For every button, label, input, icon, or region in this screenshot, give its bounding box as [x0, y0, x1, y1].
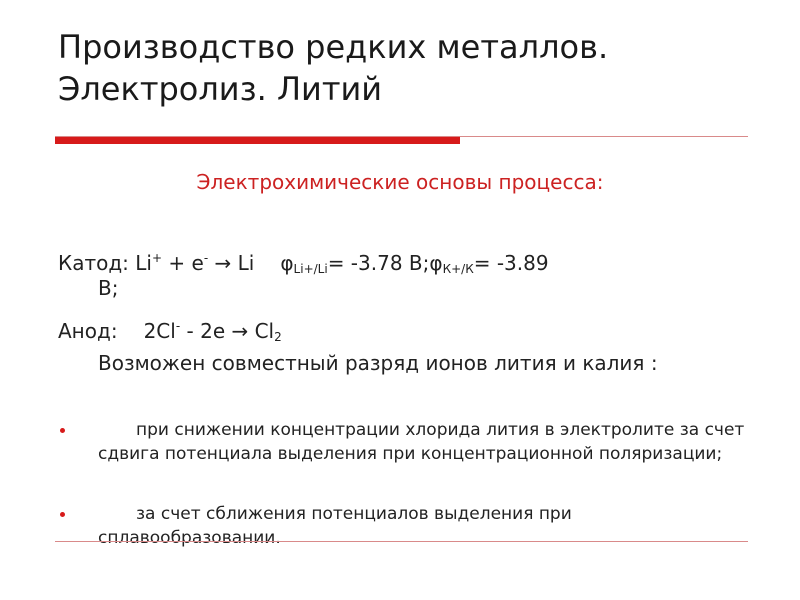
codischarge-note: Возможен совместный разряд ионов лития и калия : — [98, 351, 658, 375]
section-subtitle: Электрохимические основы процесса: — [196, 170, 604, 194]
title-divider-accent — [55, 137, 460, 144]
bullet-item-1 — [98, 418, 758, 466]
anode-product-subscript: 2 — [274, 330, 282, 344]
cathode-li: Li — [135, 251, 152, 275]
anode-chloride: 2Cl — [143, 319, 176, 343]
anode-equation — [58, 313, 282, 350]
bullet-text-1: при снижении концентрации хлорида лития в электролите за счет сдвига потенциала выделения при концентрационной поляризации; — [98, 420, 745, 464]
phi-li-symbol: φ — [280, 251, 294, 275]
anode-product: - 2e → Cl — [180, 319, 275, 343]
bullet-text-2: за счет сближения потенциалов выделения при сплавообразовании. — [98, 504, 572, 548]
footer-divider — [55, 541, 748, 542]
phi-k-symbol: φ — [429, 251, 443, 275]
cathode-electron: + e — [162, 251, 204, 275]
cathode-electron-charge: - — [203, 251, 209, 265]
slide-title — [58, 26, 778, 110]
cathode-li-charge: + — [151, 251, 163, 265]
phi-li-value: = -3.78 В; — [327, 251, 430, 275]
cathode-label: Катод: — [58, 251, 129, 275]
anode-chloride-charge: - — [175, 319, 181, 333]
bullet-dot-1 — [60, 428, 65, 433]
phi-li-subscript: Li+/Li — [293, 262, 328, 276]
phi-k-subscript: К+/К — [442, 262, 474, 276]
bullet-dot-2 — [60, 512, 65, 517]
slide-title-line-2: Электролиз. Литий — [58, 70, 383, 108]
anode-label: Анод: — [58, 319, 118, 343]
cathode-unit: В; — [98, 276, 119, 300]
bullet-item-2 — [98, 502, 758, 550]
slide-title-line-1: Производство редких металлов. — [58, 28, 609, 66]
cathode-product: → Li — [208, 251, 255, 275]
cathode-equation — [58, 245, 549, 282]
phi-k-value: = -3.89 — [473, 251, 549, 275]
